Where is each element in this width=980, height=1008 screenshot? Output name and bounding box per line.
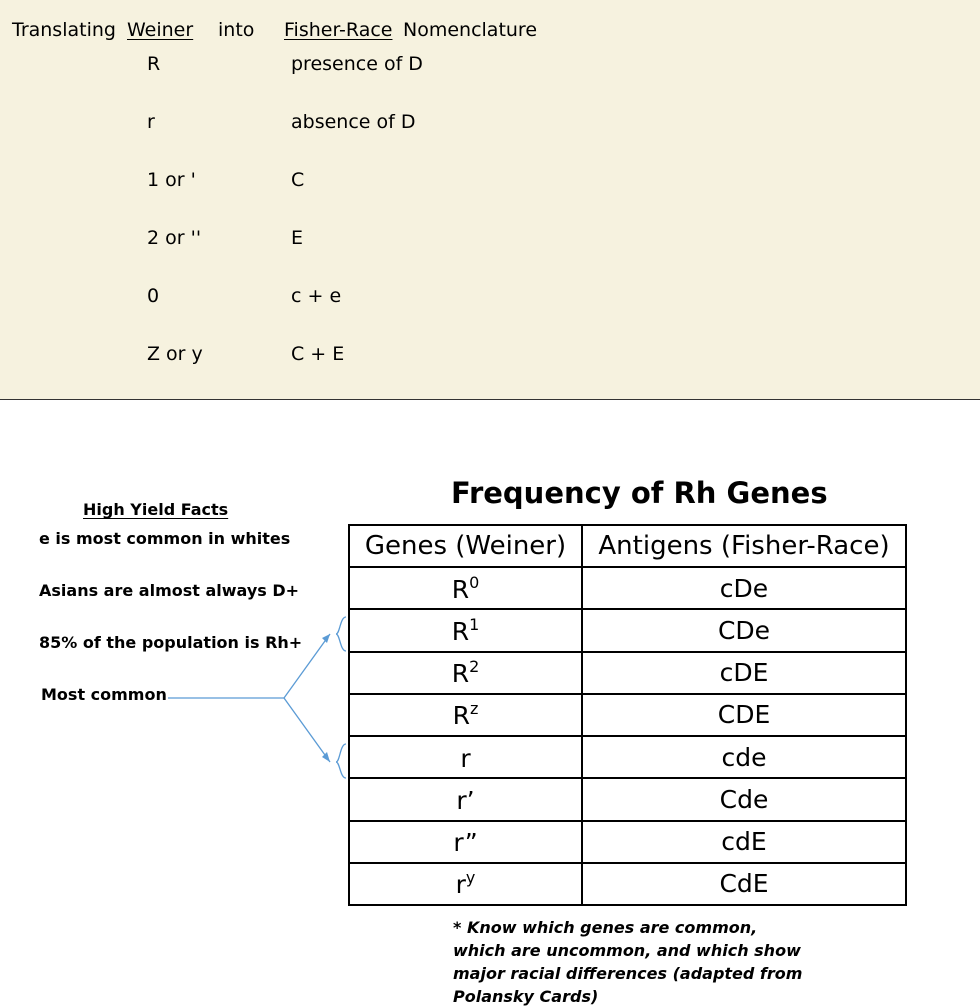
- weiner-symbol: r: [147, 111, 155, 133]
- translation-title-fisher: Fisher-Race: [284, 19, 393, 41]
- table-row: [349, 652, 906, 694]
- table-row: [349, 863, 906, 905]
- weiner-symbol: Z or y: [147, 343, 203, 365]
- fisher-meaning: C + E: [291, 343, 345, 365]
- fisher-meaning: absence of D: [291, 111, 416, 133]
- weiner-symbol: 2 or '': [147, 227, 202, 249]
- antigen-cell: cDE: [582, 652, 906, 694]
- bracket-upper-icon: [336, 617, 346, 651]
- gene-cell: $R^1$: [349, 609, 582, 651]
- gene-cell: r”: [349, 821, 582, 863]
- antigen-cell: cde: [582, 736, 906, 778]
- gene-cell: r: [349, 736, 582, 778]
- fact-item-most-common: Most common: [41, 685, 167, 704]
- translation-title-into: into: [218, 19, 255, 41]
- bracket-lower-icon: [336, 744, 346, 778]
- table-row: [349, 567, 906, 609]
- fisher-meaning: E: [291, 227, 304, 249]
- table-row: [349, 778, 906, 820]
- translation-title-weiner: Weiner: [127, 19, 194, 41]
- table-row: [349, 821, 906, 863]
- antigen-cell: cdE: [582, 821, 906, 863]
- fact-item: 85% of the population is Rh+: [39, 633, 303, 652]
- gene-cell: r’: [349, 778, 582, 820]
- antigen-cell: CDE: [582, 694, 906, 736]
- antigen-cell: CdE: [582, 863, 906, 905]
- antigen-cell: CDe: [582, 609, 906, 651]
- fisher-meaning: c + e: [291, 285, 342, 307]
- table-row: [349, 736, 906, 778]
- table-row: [349, 694, 906, 736]
- arrowhead-upper-icon: [322, 634, 330, 643]
- frequency-title: Frequency of Rh Genes: [451, 476, 828, 510]
- footnote: * Know which genes are common, which are uncommon, and which show major racial differences (adapted from Polansky Cards): [453, 918, 803, 1006]
- header-antigens: Antigens (Fisher-Race): [582, 525, 906, 567]
- weiner-symbol: R: [147, 53, 161, 75]
- weiner-symbol: 1 or ': [147, 169, 196, 191]
- antigen-cell: Cde: [582, 778, 906, 820]
- weiner-symbol: 0: [147, 285, 160, 307]
- gene-cell: $R^0$: [349, 567, 582, 609]
- translation-title-prefix: Translating: [12, 19, 116, 41]
- fisher-meaning: C: [291, 169, 305, 191]
- fisher-meaning: presence of D: [291, 53, 423, 75]
- fact-item: Asians are almost always D+: [39, 581, 300, 600]
- rh-genes-table: [348, 524, 907, 906]
- translation-title-suffix: Nomenclature: [403, 19, 538, 41]
- table-row: [349, 609, 906, 651]
- antigen-cell: cDe: [582, 567, 906, 609]
- gene-cell: $R^2$: [349, 652, 582, 694]
- gene-cell: $R^z$: [349, 694, 582, 736]
- header-genes: Genes (Weiner): [349, 525, 582, 567]
- facts-title: High Yield Facts: [83, 500, 229, 519]
- gene-cell: $r^y$: [349, 863, 582, 905]
- table-header-row: [349, 525, 906, 567]
- fact-item: e is most common in whites: [39, 529, 291, 548]
